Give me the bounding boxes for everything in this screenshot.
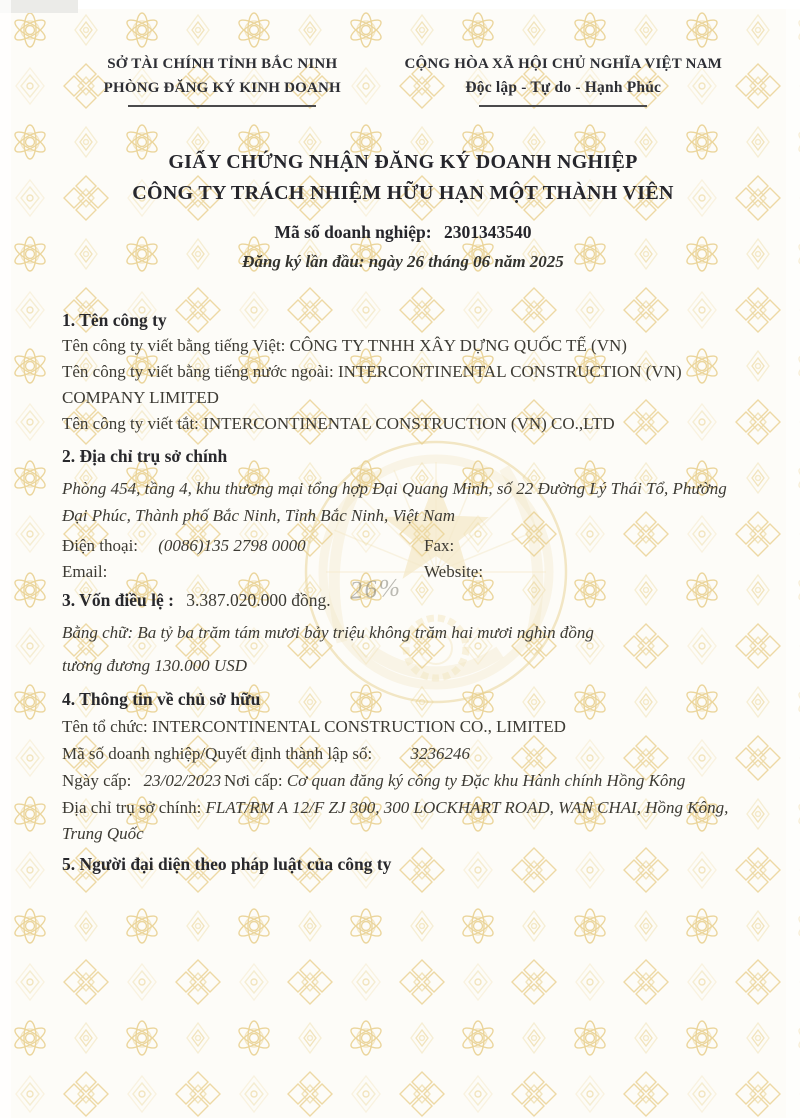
issue-date-label: Ngày cấp: <box>62 771 132 790</box>
issuing-authority-line1: SỞ TÀI CHÍNH TỈNH BẮC NINH <box>107 56 338 72</box>
owner-address-label: Địa chỉ trụ sở chính: <box>62 798 202 817</box>
phone-fax-row <box>62 533 744 559</box>
owner-address-row <box>62 795 744 847</box>
head-office-address: Phòng 454, tầng 4, khu thương mại tổng hợp Đại Quang Minh, số 22 Đường Lý Thái Tổ, Phường Đại Phúc, Thành phố Bắc Ninh, Tỉnh Bắc Ninh, Việt Nam <box>62 479 727 525</box>
section2-heading: 2. Địa chỉ trụ sở chính <box>62 446 228 466</box>
national-motto: Độc lập - Tự do - Hạnh Phúc <box>465 79 662 96</box>
section3-heading: 3. Vốn điều lệ : <box>62 590 174 610</box>
enterprise-code-value: 2301343540 <box>443 222 532 242</box>
enterprise-code-label: Mã số doanh nghiệp: <box>274 222 432 242</box>
email-label: Email: <box>62 562 108 581</box>
owner-org-row <box>62 714 744 739</box>
company-name-vn-label: Tên công ty viết bằng tiếng Việt: <box>62 336 286 355</box>
header <box>62 52 744 107</box>
charter-capital-row <box>62 587 744 614</box>
company-name-vn-row <box>62 333 744 359</box>
owner-code-label: Mã số doanh nghiệp/Quyết định thành lập số: <box>62 744 373 763</box>
owner-org-label: Tên tổ chức: <box>62 717 148 736</box>
company-name-abbr-row <box>62 411 744 437</box>
national-title: CỘNG HÒA XÃ HỘI CHỦ NGHĨA VIỆT NAM <box>404 56 723 72</box>
issue-date-place-row <box>62 768 744 793</box>
capital-in-words: Bằng chữ: Ba tỷ ba trăm tám mươi bảy triệu không trăm hai mươi nghìn đồng <box>62 623 594 642</box>
issuing-authority-block <box>62 52 383 107</box>
national-motto-underline <box>479 105 647 107</box>
email-website-row <box>62 559 744 585</box>
owner-address-value: FLAT/RM A 12/F ZJ 300, 300 LOCKHART ROAD, WAN CHAI, Hồng Kông, Trung Quốc <box>62 798 729 843</box>
issue-place-value: Cơ quan đăng ký công ty Đặc khu Hành chính Hồng Kông <box>286 771 686 790</box>
issuing-authority-line2: PHÒNG ĐĂNG KÝ KINH DOANH <box>103 80 341 96</box>
fax-label: Fax: <box>424 536 455 555</box>
section4-heading: 4. Thông tin về chủ sở hữu <box>62 689 261 709</box>
company-name-abbr-label: Tên công ty viết tắt: <box>62 414 199 433</box>
owner-code-row <box>62 741 744 766</box>
website-label: Website: <box>424 562 484 581</box>
certificate-content <box>62 52 744 877</box>
scan-edge-left <box>0 0 11 1118</box>
scan-edge-top <box>0 0 800 9</box>
company-name-vn-value: CÔNG TY TNHH XÂY DỰNG QUỐC TẾ (VN) <box>289 336 627 355</box>
section5-heading: 5. Người đại diện theo pháp luật của công ty <box>62 854 392 874</box>
issue-date-value: 23/02/2023 <box>143 771 222 790</box>
company-name-foreign-value: INTERCONTINENTAL CONSTRUCTION (VN) COMPANY LIMITED <box>62 362 682 407</box>
certificate-title-line1: GIẤY CHỨNG NHẬN ĐĂNG KÝ DOANH NGHIỆP <box>168 151 638 173</box>
company-name-abbr-value: INTERCONTINENTAL CONSTRUCTION (VN) CO.,LTD <box>203 414 615 433</box>
first-registration-line: Đăng ký lần đầu: ngày 26 tháng 06 năm 2025 <box>242 252 564 271</box>
capital-equivalent: tương đương 130.000 USD <box>62 656 247 675</box>
certificate-title-line2: CÔNG TY TRÁCH NHIỆM HỮU HẠN MỘT THÀNH VIÊN <box>132 182 674 204</box>
charter-capital-value: 3.387.020.000 đồng. <box>186 590 331 610</box>
national-motto-block <box>383 52 744 107</box>
phone-label: Điện thoại: <box>62 536 139 555</box>
issue-place-label: Nơi cấp: <box>224 771 283 790</box>
enterprise-code-line <box>62 219 744 245</box>
section1-heading: 1. Tên công ty <box>62 310 167 330</box>
scan-edge-right <box>786 0 800 1118</box>
company-name-foreign-label: Tên công ty viết bằng tiếng nước ngoài: <box>62 362 334 381</box>
scan-edge-topleft <box>0 0 78 13</box>
phone-value: (0086)135 2798 0000 <box>158 536 306 555</box>
owner-org-value: INTERCONTINENTAL CONSTRUCTION CO., LIMITED <box>151 717 566 736</box>
certificate-title <box>62 147 744 209</box>
watermark-artifact: 26% <box>349 574 403 605</box>
owner-code-value: 3236246 <box>410 744 470 763</box>
company-name-foreign-row <box>62 359 744 411</box>
issuing-authority-underline <box>128 105 316 107</box>
